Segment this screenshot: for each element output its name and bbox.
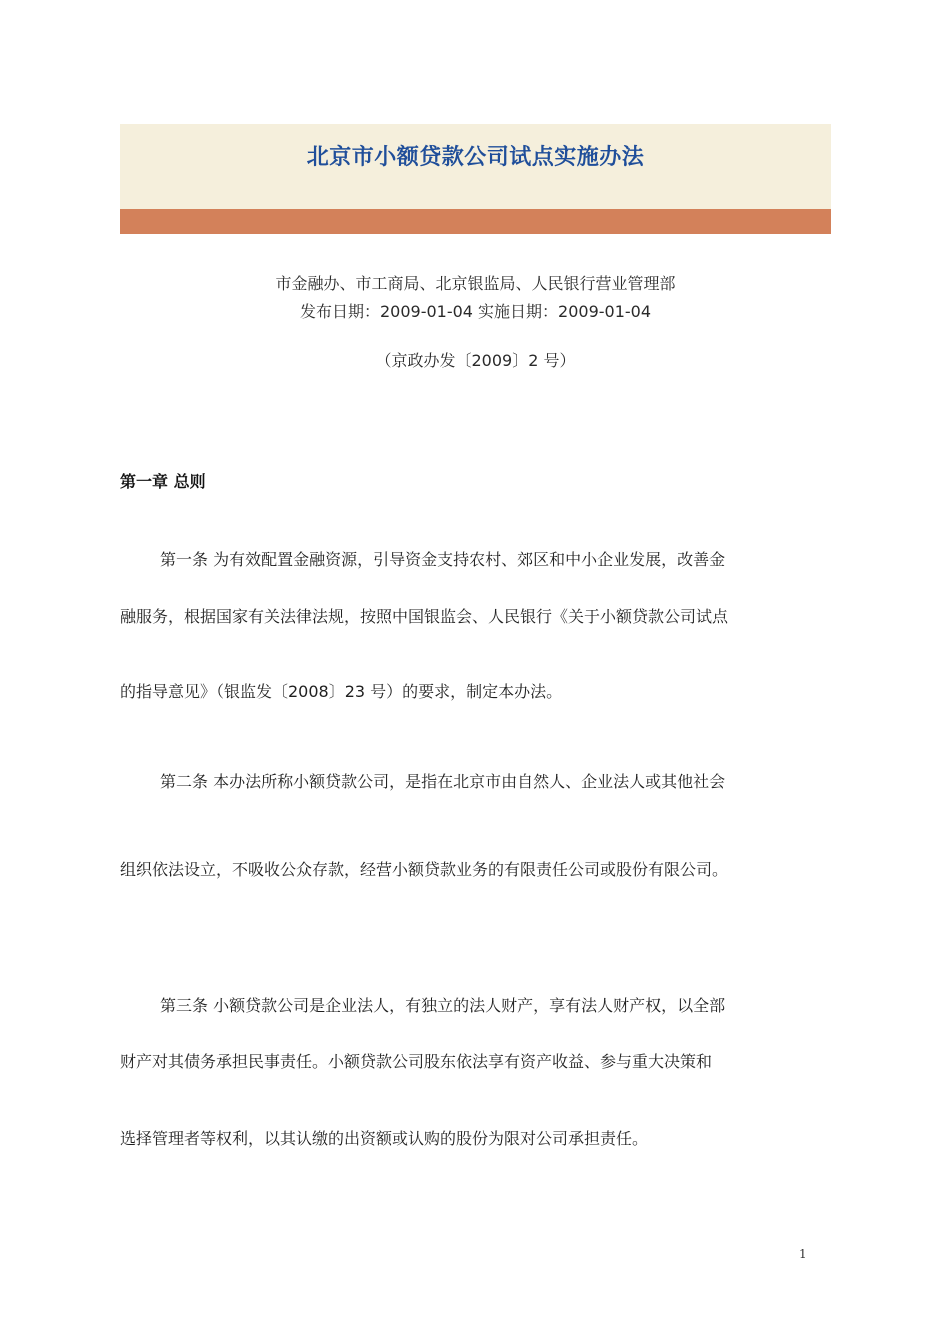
article-2-line: 第二条 本办法所称小额贷款公司，是指在北京市由自然人、企业法人或其他社会: [160, 772, 726, 791]
title-banner: [120, 124, 831, 209]
article-1-line: 的指导意见》（银监发〔2008〕23 号）的要求，制定本办法。: [120, 682, 563, 701]
article-3-line: 财产对其债务承担民事责任。小额贷款公司股东依法享有资产收益、参与重大决策和: [120, 1052, 713, 1071]
chapter-heading: 第一章 总则: [120, 472, 206, 491]
article-3-line: 选择管理者等权利，以其认缴的出资额或认购的股份为限对公司承担责任。: [120, 1129, 649, 1148]
publish-effective-dates: 发布日期：2009-01-04 实施日期：2009-01-04: [299, 302, 652, 321]
article-3-line: 第三条 小额贷款公司是企业法人，有独立的法人财产，享有法人财产权，以全部: [160, 996, 726, 1015]
document-title: 北京市小额贷款公司试点实施办法: [306, 144, 645, 170]
document-number: （京政办发〔2009〕2 号）: [375, 351, 576, 370]
issuing-authorities: 市金融办、市工商局、北京银监局、人民银行营业管理部: [275, 274, 676, 293]
article-1-line: 融服务，根据国家有关法律法规，按照中国银监会、人民银行《关于小额贷款公司试点: [120, 607, 729, 626]
title-accent-stripe: [120, 209, 831, 234]
page-number: 1: [799, 1247, 807, 1261]
article-1-line: 第一条 为有效配置金融资源，引导资金支持农村、郊区和中小企业发展，改善金: [160, 550, 726, 569]
article-2-line: 组织依法设立，不吸收公众存款，经营小额贷款业务的有限责任公司或股份有限公司。: [120, 860, 729, 879]
